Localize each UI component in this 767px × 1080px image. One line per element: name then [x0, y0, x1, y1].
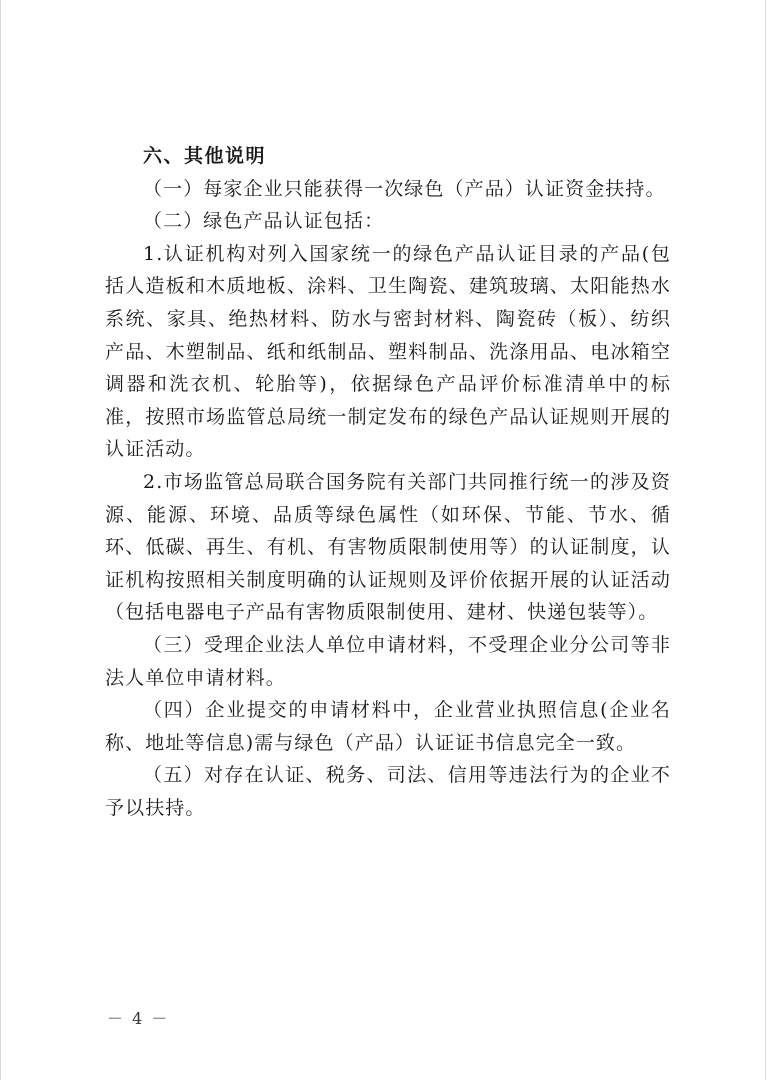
- paragraph-5: （三）受理企业法人单位申请材料，不受理企业分公司等非法人单位申请材料。: [105, 633, 671, 689]
- paragraph-7: （五）对存在认证、税务、司法、信用等违法行为的企业不予以扶持。: [105, 764, 671, 819]
- paragraph-6: （四）企业提交的申请材料中，企业营业执照信息(企业名称、地址等信息)需与绿色（产品）认证证书信息完全一致。: [105, 699, 671, 754]
- paragraph-3: 1.认证机构对列入国家统一的绿色产品认证目录的产品(包括人造板和木质地板、涂料、卫生陶瓷、建筑玻璃、太阳能热水系统、家具、绝热材料、防水与密封材料、陶瓷砖（板）、纺织产品、木塑制品、纸和纸制品、塑料制品、洗涤用品、电冰箱空调器和洗衣机、轮胎等)，依据绿色产品评价标准清单中的标准，按照市场监管总局统一制定发布的绿色产品认证规则开展的认证活动。: [105, 242, 671, 461]
- document-body: [105, 140, 671, 824]
- paragraph-2: （二）绿色产品认证包括：: [143, 210, 385, 233]
- section-heading: 六、其他说明: [143, 145, 267, 167]
- paragraph-4: 2.市场监管总局联合国务院有关部门共同推行统一的涉及资源、能源、环境、品质等绿色属性（如环保、节能、节水、循环、低碳、再生、有机、有害物质限制使用等）的认证制度，认证机构按照相关制度明确的认证规则及评价依据开展的认证活动（包括电器电子产品有害物质限制使用、建材、快递包装等）。: [105, 470, 671, 624]
- paragraph-1: （一）每家企业只能获得一次绿色（产品）认证资金扶持。: [143, 177, 666, 200]
- page-number: － 4 －: [107, 1009, 170, 1028]
